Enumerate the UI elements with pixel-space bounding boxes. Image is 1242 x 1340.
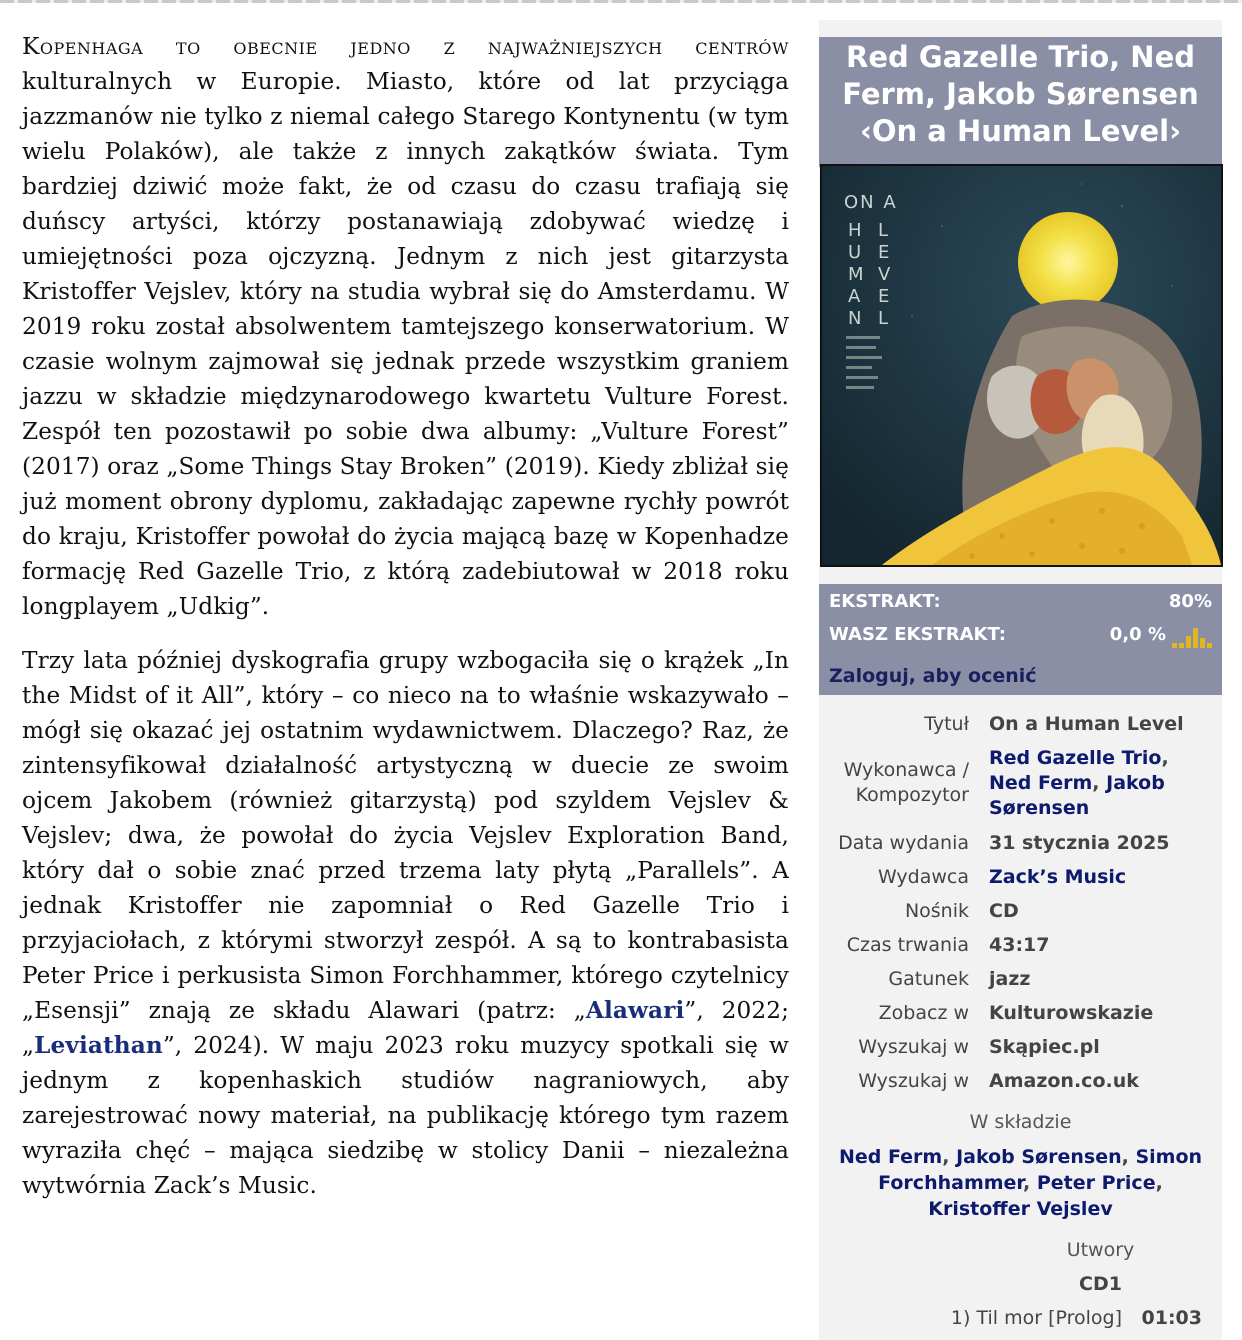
rating-bars-icon bbox=[1172, 626, 1212, 648]
skapiec-link[interactable]: Skąpiec.pl bbox=[989, 1036, 1100, 1058]
rating-box bbox=[819, 584, 1222, 695]
track-title: 1) Til mor [Prolog] bbox=[950, 1307, 1122, 1329]
cover-text-on-a: ON A bbox=[844, 192, 898, 213]
paragraph-1-text: kulturalnych w Europie. Miasto, które od lat przyciąga jazzmanów nie tylko z niemal całego Starego Kontynentu (w tym wielu Polaków), ale także z innych zakątków świata. Tym bardziej dziwić może fakt, że od czasu do czasu trafiają się duńscy artyści, którzy postanawiają zdobywać wiedzę i umiejętności poza ojczyzną. Jednym z nich jest gitarzysta Kristoffer Vejslev, który na studia wybrał się do Amsterdamu. W 2019 roku został absolwentem tamtejszego konserwatorium. W czasie wolnym zajmował się jednak przede wszystkim graniem jazzu w składzie międzynarodowego kwartetu Vulture Forest. Zespół ten pozostawił po sobie dwa albumy: „Vulture Forest” (2017) oraz „Some Things Stay Broken” (2019). Kiedy zbliżał się już moment obrony dyplomu, zakładając zapewne rychły powrót do kraju, Kristoffer powołał do życia mającą bazę w Kopenhadze formację Red Gazelle Trio, z którą zadebiutował w 2018 roku longplayem „Udkig”. bbox=[22, 68, 789, 620]
info-value: 43:17 bbox=[989, 934, 1050, 956]
cover-letter-l: L bbox=[878, 220, 891, 241]
info-label: Data wydania bbox=[838, 832, 969, 854]
user-ekstrakt-value: 0,0 % bbox=[1109, 624, 1166, 645]
cover-letter-u: U bbox=[848, 242, 864, 263]
member-link[interactable]: Ned Ferm bbox=[838, 1146, 943, 1168]
album-sidebar bbox=[819, 20, 1222, 1340]
info-value: CD bbox=[989, 900, 1019, 922]
article-body bbox=[22, 29, 789, 1222]
amazon-link[interactable]: Amazon.co.uk bbox=[989, 1070, 1139, 1092]
info-value: jazz bbox=[989, 968, 1031, 990]
member-link[interactable]: Kristoffer Vejslev bbox=[928, 1198, 1113, 1220]
article-paragraph-1 bbox=[22, 29, 789, 624]
album-title-line-2: Ferm, Jakob Sørensen bbox=[842, 77, 1199, 111]
lineup-heading: W składzie bbox=[969, 1111, 1072, 1133]
ekstrakt-label: EKSTRAKT: bbox=[829, 591, 941, 612]
article-paragraph-2 bbox=[22, 643, 789, 1203]
info-label: Nośnik bbox=[904, 900, 969, 922]
disc-label: CD1 bbox=[1079, 1273, 1122, 1295]
info-label bbox=[844, 758, 969, 808]
album-cover-art bbox=[822, 166, 1221, 565]
album-title-line-1: Red Gazelle Trio, Ned bbox=[846, 40, 1195, 74]
cover-letter-e: E bbox=[878, 242, 892, 263]
info-label: Wydawca bbox=[877, 866, 969, 888]
cover-letter-h: H bbox=[848, 220, 864, 241]
cover-letter-e2: E bbox=[878, 286, 892, 307]
artist-link[interactable]: Ned Ferm bbox=[989, 772, 1093, 794]
cover-letter-l2: L bbox=[878, 308, 891, 329]
album-cover[interactable] bbox=[820, 164, 1223, 567]
artist-link[interactable]: Red Gazelle Trio bbox=[989, 747, 1162, 769]
info-value bbox=[989, 865, 1217, 890]
member-link[interactable]: Jakob Sørensen bbox=[956, 1146, 1122, 1168]
paragraph-2-text-c: ”, 2024). W maju 2023 roku muzycy spotkali się w jednym z kopenhaskich studiów nagraniowych, aby zarejestrować nowy materiał, na publikację którego tym razem wyraziła chęć – mająca siedzibę w stolicy Danii – niezależna wytwórnia Zack’s Music. bbox=[22, 1032, 789, 1199]
lineup-members: Ned Ferm, Jakob Sørensen, Simon Forchhammer, Peter Price, Kristoffer Vejslev bbox=[838, 1146, 1203, 1220]
info-label: Czas trwania bbox=[846, 934, 969, 956]
tracks-heading: Utwory bbox=[1066, 1239, 1135, 1261]
album-title-line-3: ‹On a Human Level› bbox=[859, 114, 1182, 148]
link-leviathan[interactable]: Leviathan bbox=[34, 1032, 163, 1059]
ekstrakt-row bbox=[829, 587, 1212, 617]
member-link[interactable]: Peter Price bbox=[1036, 1172, 1156, 1194]
info-label: Wyszukaj w bbox=[858, 1070, 969, 1092]
cover-letter-a: A bbox=[848, 286, 863, 307]
artist-label-line-2: Kompozytor bbox=[855, 784, 969, 806]
cover-letter-m: M bbox=[848, 264, 866, 285]
artist-label-line-1: Wykonawca / bbox=[843, 759, 969, 781]
album-title-box bbox=[819, 37, 1222, 167]
info-label: Wyszukaj w bbox=[858, 1036, 969, 1058]
info-label: Gatunek bbox=[888, 968, 969, 990]
info-value: On a Human Level bbox=[989, 713, 1184, 735]
link-alawari[interactable]: Alawari bbox=[585, 997, 685, 1024]
info-label: Zobacz w bbox=[878, 1002, 969, 1024]
artist-link[interactable]: Jakob Sørensen bbox=[989, 772, 1165, 819]
cover-letter-v: V bbox=[878, 264, 893, 285]
user-ekstrakt-label: WASZ EKSTRAKT: bbox=[829, 624, 1006, 645]
info-value: Red Gazelle Trio, Ned Ferm, Jakob Sørensen bbox=[989, 747, 1169, 819]
kulturowskaz-link[interactable]: Kulturowskazie bbox=[989, 1002, 1154, 1024]
ekstrakt-value: 80% bbox=[1168, 591, 1212, 612]
paragraph-2-text-b: ”, 2022; „ bbox=[22, 997, 790, 1059]
user-ekstrakt-row bbox=[829, 620, 1212, 650]
member-link[interactable]: Simon Forchhammer bbox=[878, 1146, 1203, 1194]
lead-smallcaps: Kopenhaga to obecnie jedno z najważniejszych centrów bbox=[22, 33, 789, 60]
top-divider bbox=[0, 0, 1242, 3]
paragraph-2-text-a: Trzy lata później dyskografia grupy wzbogaciła się o krążek „In the Midst of it All”, który – co nieco na to właśnie wskazywało – mógł się okazać jej ostatnim wydawnictwem. Dlaczego? Raz, że zintensyfikował działalność artystyczną w duecie ze swoim ojcem Jakobem (również gitarzystą) pod szyldem Vejslev & Vejslev; dwa, że powołał do życia Vejslev Exploration Band, który dał o sobie znać przed trzema laty płytą „Parallels”. A jednak Kristoffer nie zapomniał o Red Gazelle Trio i przyjaciołach, z którymi stworzył zespół. A są to kontrabasista Peter Price i perkusista Simon Forchhammer, którego czytelnicy „Esensji” znają ze składu Alawari (patrz: „ bbox=[22, 647, 789, 1024]
login-to-rate-link[interactable]: Zaloguj, aby ocenić bbox=[829, 665, 1037, 687]
cover-letter-n: N bbox=[848, 308, 864, 329]
publisher-link[interactable]: Zack’s Music bbox=[989, 866, 1127, 888]
track-time: 01:03 bbox=[1141, 1307, 1202, 1329]
info-value: 31 stycznia 2025 bbox=[989, 832, 1170, 854]
info-label: Tytuł bbox=[924, 713, 969, 735]
